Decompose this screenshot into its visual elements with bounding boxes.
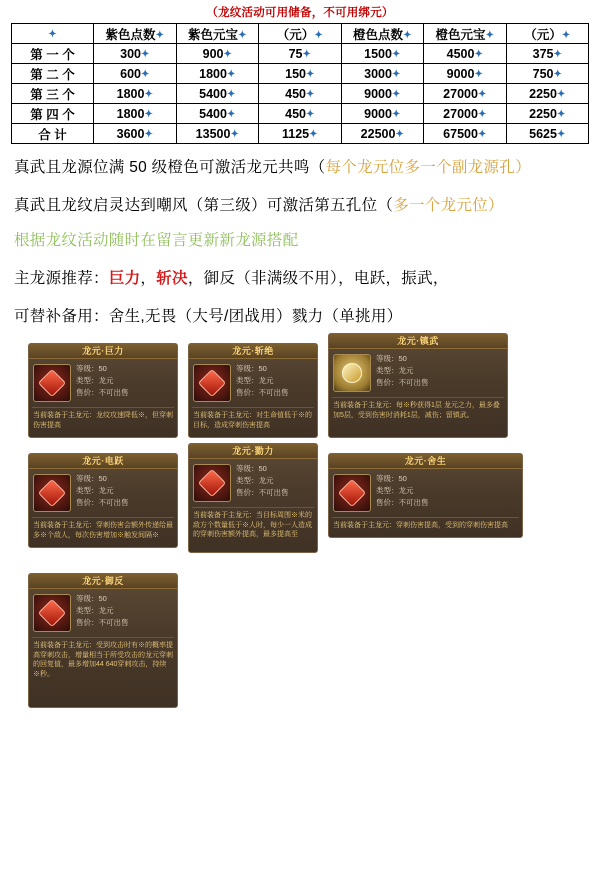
card-type: 类型：龙元 [376,486,414,495]
dragon-element-card[interactable] [28,573,178,708]
gem-shape [338,479,366,507]
card-level: 等级：50 [76,474,107,483]
paragraph-substitutes [14,302,586,331]
table-cell: 5625✦ [506,124,589,144]
table-cell: 300✦ [94,44,177,64]
card-description [32,637,174,683]
card-title-bar [189,344,317,359]
paragraph-2-main: 真武且龙纹启灵达到嘲风（第三级）可激活第五孔位（ [14,197,394,214]
card-description [192,407,314,434]
table-cell: 75✦ [259,44,342,64]
card-title-bar [329,454,522,469]
red-gem-icon [33,474,71,512]
table-row [12,84,589,104]
table-row [12,64,589,84]
table-col-header-2: 紫色元宝✦ [176,24,259,44]
table-cell: 1800✦ [94,84,177,104]
table-cell: 150✦ [259,64,342,84]
table-row [12,124,589,144]
paragraph-4-prefix: 主龙源推荐： [14,270,109,287]
gem-shape [38,479,66,507]
paragraph-3-green: 根据龙纹活动随时在留言更新新龙源搭配 [14,232,299,249]
table-cell: 22500✦ [341,124,424,144]
table-col-header-1: 紫色点数✦ [94,24,177,44]
card-body [29,359,177,405]
card-description-lead: 当前装备于主龙元： [193,512,256,519]
card-stats [376,474,518,512]
card-body [29,469,177,515]
dragon-element-card[interactable] [188,443,318,553]
table-cell: 5400✦ [176,84,259,104]
table-body [12,44,589,144]
dragon-element-card[interactable] [328,453,523,538]
table-cell: 1125✦ [259,124,342,144]
table-col-header-3: （元）✦ [259,24,342,44]
table-col-header-5: 橙色元宝✦ [424,24,507,44]
card-level: 等级：50 [76,364,107,373]
card-description-lead: 当前装备于主龙元： [33,522,96,529]
paragraph-1-accent: 每个龙元位多一个副龙源孔） [325,159,531,176]
card-level: 等级：50 [76,594,107,603]
card-description [332,397,504,424]
points-table [11,23,589,144]
card-description [332,517,519,535]
card-price: 售价：不可出售 [376,378,429,387]
table-cell: 900✦ [176,44,259,64]
card-title: 龙元·镇武 [397,336,439,346]
paragraph-5: 可替补备用：舍生,无畏（大号/团战用）戮力（单挑用） [14,308,403,325]
table-row-label: 第 一 个 [12,44,94,64]
table-cell: 13500✦ [176,124,259,144]
table-cell: 2250✦ [506,84,589,104]
table-cell: 3600✦ [94,124,177,144]
dragon-element-card[interactable] [28,453,178,548]
table-cell: 27000✦ [424,104,507,124]
card-body [329,469,522,515]
table-col-header-4: 橙色点数✦ [341,24,424,44]
card-description-lead: 当前装备于主龙元： [33,412,96,419]
paragraph-fifth-slot [14,191,586,220]
card-stats [76,364,173,402]
card-title-bar [189,444,317,459]
card-description-lead: 当前装备于主龙元： [333,402,396,409]
paragraph-4-rest: ，御反（非满级不用），电跃，振武， [187,270,449,287]
gem-shape [38,599,66,627]
card-type: 类型：龙元 [236,376,274,385]
card-type: 类型：龙元 [76,376,114,385]
card-type: 类型：龙元 [76,486,114,495]
table-cell: 9000✦ [341,104,424,124]
card-description-lead: 当前装备于主龙元： [193,412,256,419]
card-title: 龙元·斩绝 [232,346,274,356]
paragraph-4-red-1: 巨力 [108,270,141,287]
card-price: 售价：不可出售 [76,618,129,627]
paragraph-4-sep: ， [140,270,157,287]
table-cell: 450✦ [259,84,342,104]
card-level: 等级：50 [376,474,407,483]
card-description-text: 受到攻击时有※的概率提高穿刺攻击，增量相当于所受攻击的龙元穿刺的回复值，最多增加44 640穿刺攻击，持续※秒。 [33,642,173,678]
card-description-text: 当目标周围※米的敌方个数量低于※人时，每少一人造成的穿刺伤害额外提高，最多提高至 [193,512,312,538]
table-cell: 450✦ [259,104,342,124]
table-cell: 27000✦ [424,84,507,104]
card-price: 售价：不可出售 [236,388,289,397]
card-body [329,349,507,395]
red-gem-icon [193,464,231,502]
paragraph-1-main: 真武且龙源位满 50 级橙色可激活龙元共鸣（ [14,159,326,176]
table-cell: 4500✦ [424,44,507,64]
card-level: 等级：50 [236,364,267,373]
card-type: 类型：龙元 [376,366,414,375]
table-cell: 2250✦ [506,104,589,124]
table-cell: 3000✦ [341,64,424,84]
card-description [32,407,174,434]
table-row-label: 第 四 个 [12,104,94,124]
card-body [189,459,317,505]
paragraph-main-recommend [14,264,586,293]
paragraph-dragon-resonance [14,153,586,182]
card-stats [376,354,503,392]
card-title-bar [29,574,177,589]
table-cell: 5400✦ [176,104,259,124]
card-title-bar [29,454,177,469]
table-cell: 9000✦ [424,64,507,84]
gold-orb-icon [333,354,371,392]
red-gem-icon [33,364,71,402]
table-col-header-6: （元）✦ [506,24,589,44]
card-description-text: 穿刺伤害提高，受到的穿刺伤害提高 [396,522,508,529]
table-cell: 1800✦ [176,64,259,84]
card-type: 类型：龙元 [76,606,114,615]
table-row-label: 合 计 [12,124,94,144]
card-title: 龙元·巨力 [82,346,124,356]
table-row-label: 第 二 个 [12,64,94,84]
gem-shape [38,369,66,397]
card-title-bar [29,344,177,359]
table-row-label: 第 三 个 [12,84,94,104]
dragon-element-card[interactable] [328,333,508,438]
table-cell: 600✦ [94,64,177,84]
card-price: 售价：不可出售 [376,498,429,507]
card-stats [236,464,313,502]
gem-shape [342,363,362,383]
card-title: 龙元·勠力 [232,446,274,456]
card-price: 售价：不可出售 [76,498,129,507]
table-cell: 9000✦ [341,84,424,104]
paragraph-update-note [14,226,586,255]
table-cell: 1800✦ [94,104,177,124]
card-stats [236,364,313,402]
card-description-lead: 当前装备于主龙元： [33,642,96,649]
red-gem-icon [193,364,231,402]
card-level: 等级：50 [236,464,267,473]
table-cell: 750✦ [506,64,589,84]
card-title: 龙元·舍生 [404,456,447,466]
card-title: 龙元·电跃 [82,456,124,466]
paragraph-4-red-2: 斩决 [156,270,188,287]
card-type: 类型：龙元 [236,476,274,485]
card-description-lead: 当前装备于主龙元： [333,522,396,529]
dragon-element-card[interactable] [28,343,178,438]
card-description-text: 穿刺伤害会额外传递给最多※个敌人，每次伤害增加※触发间隔※ [33,522,173,539]
dragon-element-card-gallery [10,336,590,723]
card-description [192,507,314,544]
card-description-text: 每※秒获得1层 龙元之力，最多叠加5层，受到伤害时消耗1层，减伤；留镇武。 [333,402,500,419]
paragraph-2-accent: 多一个龙元位） [393,197,504,214]
card-stats [76,594,173,632]
card-stats [76,474,173,512]
table-cell: 67500✦ [424,124,507,144]
table-row [12,44,589,64]
table-row [12,104,589,124]
gem-shape [198,469,226,497]
card-body [189,359,317,405]
card-description [32,517,174,544]
table-cell: 1500✦ [341,44,424,64]
header-note: （龙纹活动可用储备，不可用绑元） [206,7,394,19]
table-col-header-0: ✦ [12,24,94,44]
card-title: 龙元·御反 [82,576,124,586]
gem-shape [198,369,226,397]
table-header-row [12,24,589,44]
red-gem-icon [333,474,371,512]
card-description-text: 龙纹攻速降低※，但穿刺伤害提高 [33,412,173,429]
table-cell: 375✦ [506,44,589,64]
red-gem-icon [33,594,71,632]
card-level: 等级：50 [376,354,407,363]
card-price: 售价：不可出售 [76,388,129,397]
card-title-bar [329,334,507,349]
card-body [29,589,177,635]
card-description-text: 对生命值低于※的目标，造成穿刺伤害提高 [193,412,312,429]
card-price: 售价：不可出售 [236,488,289,497]
dragon-element-card[interactable] [188,343,318,438]
